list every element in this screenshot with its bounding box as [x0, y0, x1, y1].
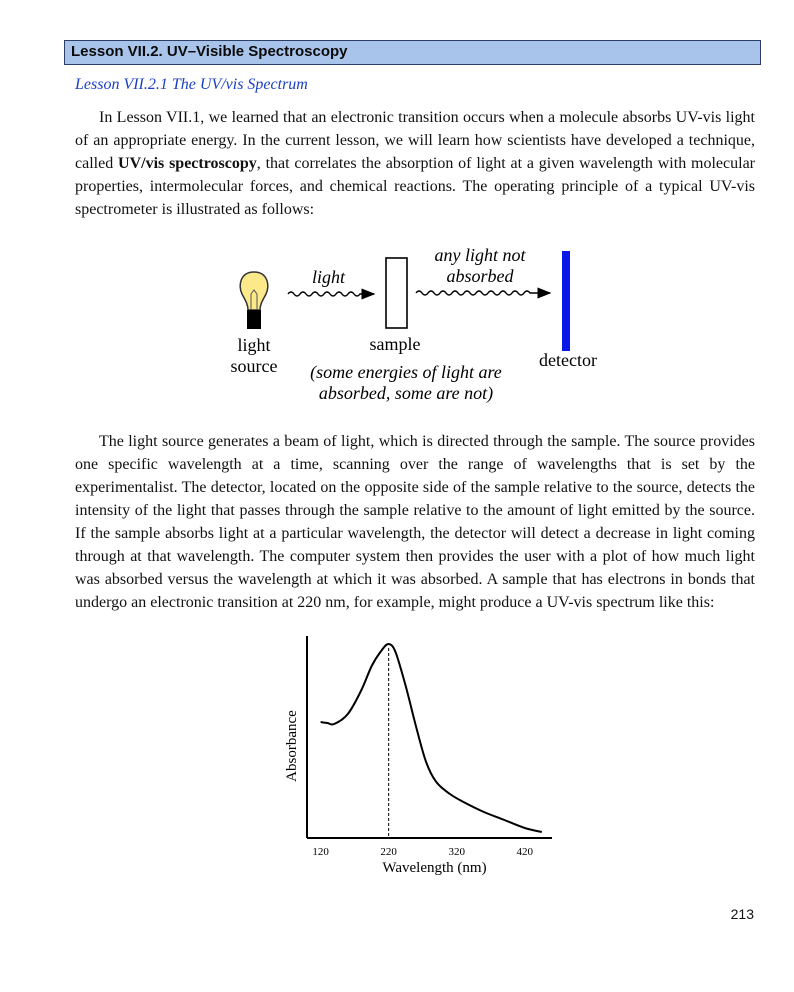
absorbance-curve-0: [321, 644, 542, 832]
detector-bar: [562, 251, 570, 351]
x-axis-label: Wavelength (nm): [382, 860, 487, 876]
source-label-line1: light: [237, 335, 271, 355]
transmitted-light-wave: [416, 291, 550, 295]
transmitted-light-label-1: any light not: [434, 245, 526, 265]
paragraph-explanation: The light source generates a beam of light, which is directed through the sample. The source provides one specific wavelength at a time, scanning over the range of wavelengths that is set by the experimentalist. The detector, located on the opposite side of the sample relative to the source, detects the intensity of the light that passes through the sample relative to the amount of light emitted by the source. If the sample absorbs light at a particular wavelength, the detector will detect a decrease in light coming through at that wavelength. The computer system then provides the user with a plot of how much light was absorbed versus the wavelength at which it was absorbed. A sample that has electrons in bonds that undergo an electronic transition at 220 nm, for example, might produce a UV-vis spectrum like this:: [75, 433, 755, 611]
x-tick-label-220: 220: [380, 846, 397, 858]
section-title: Lesson VII.2.1 The UV/vis Spectrum: [75, 76, 308, 93]
x-tick-label-320: 320: [448, 846, 465, 858]
transmitted-light-label-2: absorbed: [446, 266, 514, 286]
light-beam-label: light: [312, 267, 346, 287]
technique-term: UV/vis spectroscopy: [118, 155, 257, 172]
source-label-line2: source: [230, 356, 278, 376]
spectrometer-diagram: [200, 236, 640, 412]
sample-note-line2: absorbed, some are not): [318, 383, 494, 403]
x-tick-label-420: 420: [516, 846, 534, 858]
page-number: 213: [730, 906, 754, 922]
x-tick-label-120: 120: [312, 846, 329, 858]
paragraph-intro-end: , that correlates the absorption of light at a given wavelength with molecular properties, intermolecular forces, and chemical reactions. The operating principle of a typical UV-vis spectrometer is illustrated as follows:: [75, 155, 755, 218]
light-bulb-icon: [240, 272, 268, 329]
incident-light-wave: [288, 292, 374, 296]
lesson-header-title: Lesson VII.2. UV–Visible Spectroscopy: [71, 43, 348, 60]
paragraph-intro: [75, 106, 755, 221]
uv-vis-spectrum-chart: [270, 630, 570, 880]
sample-label: sample: [369, 334, 421, 354]
lesson-header: [64, 40, 761, 65]
sample-note-line1: (some energies of light are: [310, 362, 502, 382]
y-axis-label: Absorbance: [284, 710, 300, 782]
detector-label: detector: [539, 350, 597, 370]
paragraph-intro-start: In Lesson VII.1, we learned that an electronic transition occurs when a molecule absorbs UV-vis light of an appropriate energy. In the current lesson, we will learn how scientists have developed a technique, called: [75, 109, 755, 172]
sample-cell: [386, 258, 407, 328]
